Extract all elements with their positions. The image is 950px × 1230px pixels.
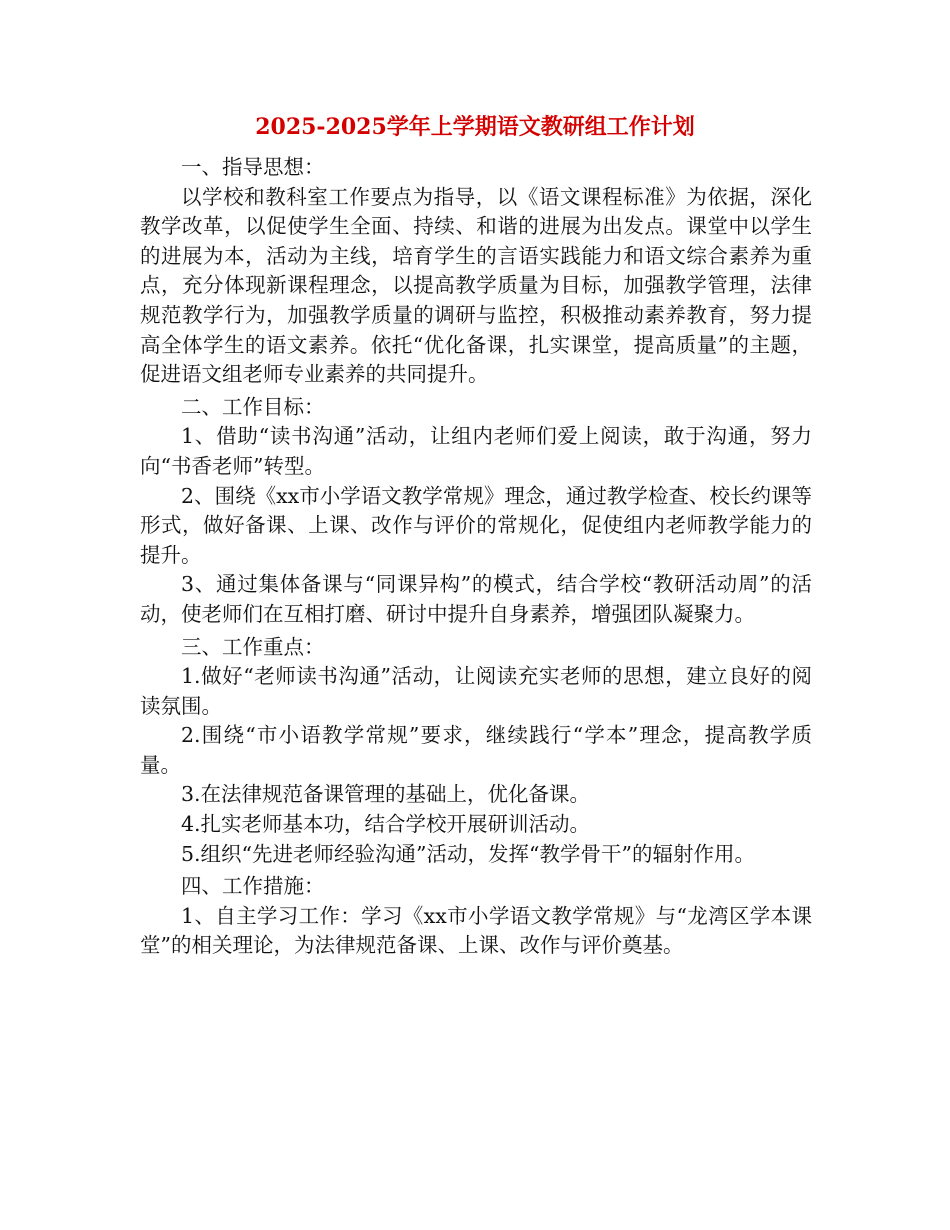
paragraph-guiding-ideology: 以学校和教科室工作要点为指导，以《语文课程标准》为依据，深化教学改革，以促使学生全面、持续、和谐的进展为出发点。课堂中以学生的进展为本，活动为主线，培育学生的言语实践能力和语文综合素养为重点，充分体现新课程理念，以提高教学质量为目标，加强教学管理，法律规范教学行为，加强教学质量的调研与监控，积极推动素养教育，努力提高全体学生的语文素养。依托“优化备课，扎实课堂，提高质量”的主题，促进语文组老师专业素养的共同提升。 bbox=[140, 184, 812, 387]
section-heading-guiding-ideology: 一、指导思想： bbox=[181, 155, 325, 179]
paragraph-goal-3: 3、通过集体备课与“同课异构”的模式，结合学校“教研活动周”的活动，使老师们在互相打磨、研讨中提升自身素养，增强团队凝聚力。 bbox=[140, 572, 812, 626]
document-body bbox=[140, 150, 812, 961]
section-heading-work-goals: 二、工作目标： bbox=[181, 394, 325, 419]
section-heading-work-measures: 四、工作措施： bbox=[181, 874, 325, 899]
document-title: 2025-2025学年上学期语文教研组工作计划 bbox=[255, 114, 695, 140]
paragraph-focus-1: 1.做好“老师读书沟通”活动，让阅读充实老师的思想，建立良好的阅读氛围。 bbox=[140, 664, 812, 718]
paragraph-focus-2: 2.围绕“市小语教学常规”要求，继续践行“学本”理念，提高教学质量。 bbox=[140, 723, 812, 777]
paragraph-focus-5: 5.组织“先进老师经验沟通”活动，发挥“教学骨干”的辐射作用。 bbox=[181, 841, 755, 866]
paragraph-goal-1: 1、借助“读书沟通”活动，让组内老师们爱上阅读，敢于沟通，努力向“书香老师”转型。 bbox=[140, 424, 812, 478]
section-heading-work-focus: 三、工作重点： bbox=[181, 634, 325, 659]
paragraph-focus-3: 3.在法律规范备课管理的基础上，优化备课。 bbox=[181, 782, 591, 807]
paragraph-focus-4: 4.扎实老师基本功，结合学校开展研训活动。 bbox=[181, 812, 591, 837]
paragraph-goal-2: 2、围绕《xx市小学语文教学常规》理念，通过教学检查、校长约课等形式，做好备课、上课、改作与评价的常规化，促使组内老师教学能力的提升。 bbox=[140, 483, 812, 567]
paragraph-measure-1: 1、自主学习工作：学习《xx市小学语文教学常规》与“龙湾区学本课堂”的相关理论，为法律规范备课、上课、改作与评价奠基。 bbox=[140, 903, 812, 958]
